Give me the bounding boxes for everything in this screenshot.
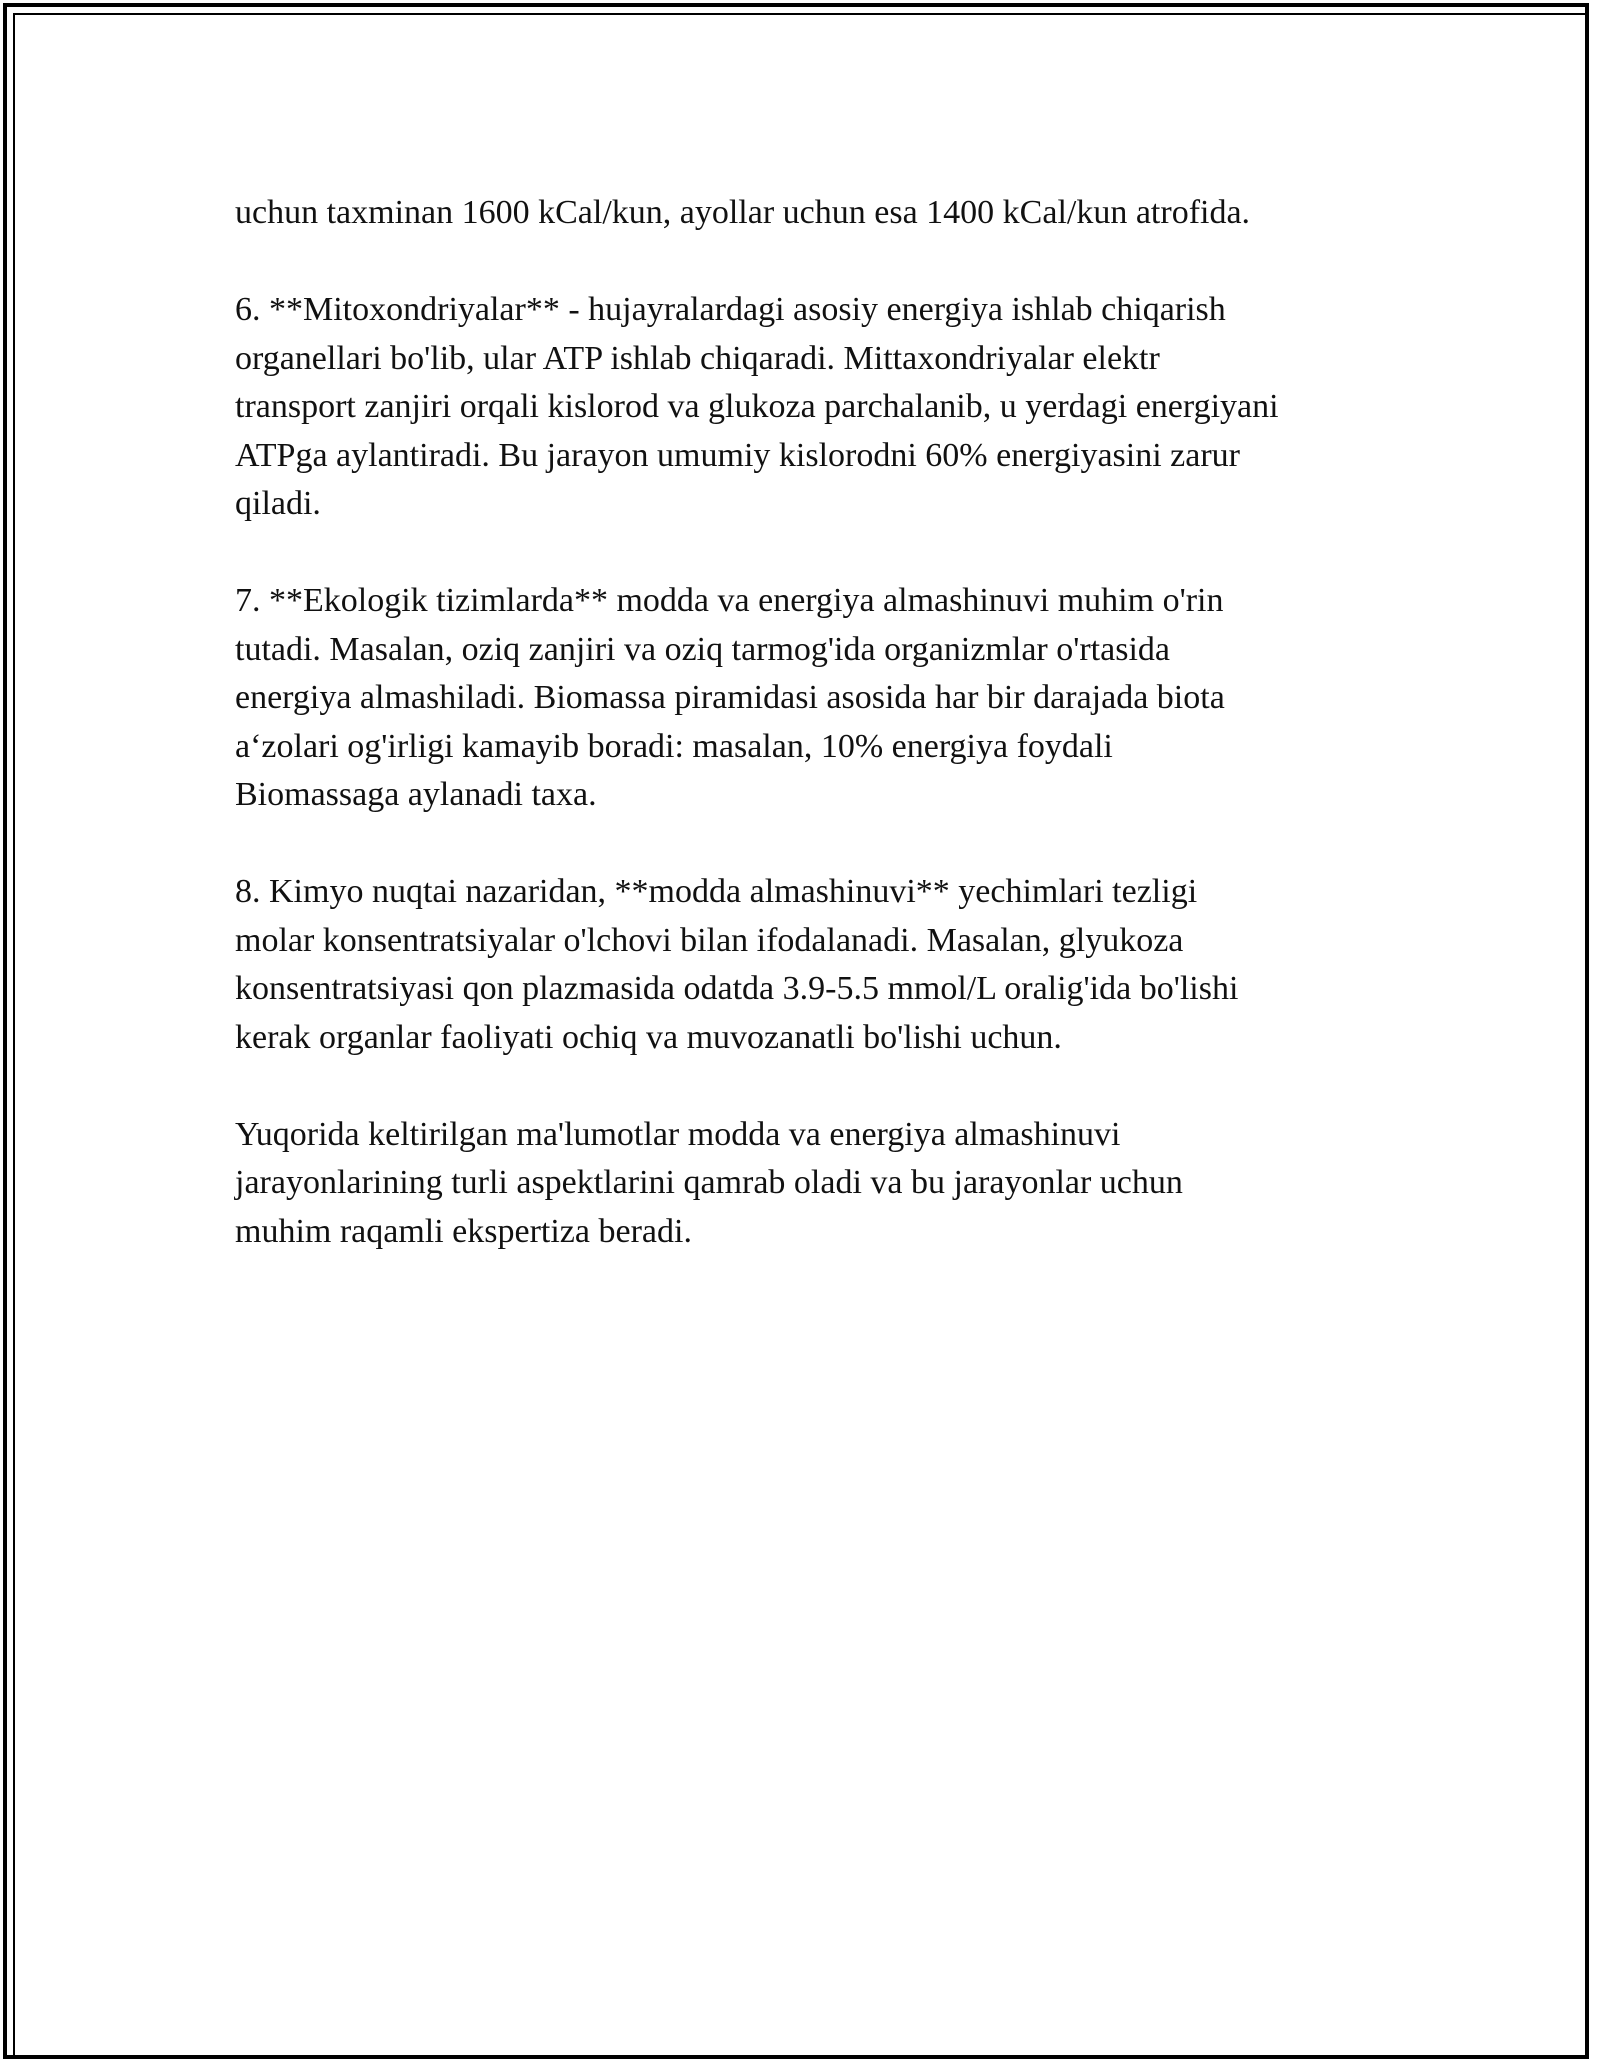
text-line: jarayonlarining turli aspektlarini qamrab oladi va bu jarayonlar uchun	[235, 1164, 1183, 1201]
paragraph-mitochondria	[235, 286, 1365, 529]
paragraph-chemistry	[235, 868, 1365, 1062]
paragraph-calories	[235, 189, 1365, 238]
text-line: uchun taxminan 1600 kCal/kun, ayollar uchun esa 1400 kCal/kun atrofida.	[235, 194, 1251, 231]
text-line: Biomassaga aylanadi taxa.	[235, 776, 597, 813]
paragraph-conclusion	[235, 1111, 1365, 1257]
text-line: 7. **Ekologik tizimlarda** modda va energiya almashinuvi muhim o'rin	[235, 582, 1224, 619]
text-line: energiya almashiladi. Biomassa piramidasi asosida har bir darajada biota	[235, 679, 1225, 716]
text-line: 6. **Mitoxondriyalar** - hujayralardagi asosiy energiya ishlab chiqarish	[235, 291, 1226, 328]
text-line: molar konsentratsiyalar o'lchovi bilan ifodalanadi. Masalan, glyukoza	[235, 921, 1184, 959]
text-line: 8. Kimyo nuqtai nazaridan, **modda almashinuvi** yechimlari tezligi	[235, 873, 1198, 910]
text-line: kerak organlar faoliyati ochiq va muvozanatli bo'lishi uchun.	[235, 1018, 1062, 1056]
text-line: qiladi.	[235, 485, 321, 522]
text-line: transport zanjiri orqali kislorod va glukoza parchalanib, u yerdagi energiyani	[235, 388, 1279, 425]
document-body	[235, 189, 1365, 1305]
text-line: organellari bo'lib, ular ATP ishlab chiqaradi. Mittaxondriyalar elektr	[235, 339, 1160, 377]
text-line: a‘zolari og'irligi kamayib boradi: masalan, 10% energiya foydali	[235, 727, 1113, 765]
text-line: konsentratsiyasi qon plazmasida odatda 3.9-5.5 mmol/L oralig'ida bo'lishi	[235, 970, 1239, 1007]
text-line: tutadi. Masalan, oziq zanjiri va oziq tarmog'ida organizmlar o'rtasida	[235, 630, 1170, 668]
text-line: ATPga aylantiradi. Bu jarayon umumiy kislorodni 60% energiyasini zarur	[235, 436, 1240, 474]
paragraph-ecosystems	[235, 577, 1365, 820]
text-line: Yuqorida keltirilgan ma'lumotlar modda va energiya almashinuvi	[235, 1115, 1121, 1153]
text-line: muhim raqamli ekspertiza beradi.	[235, 1212, 692, 1250]
